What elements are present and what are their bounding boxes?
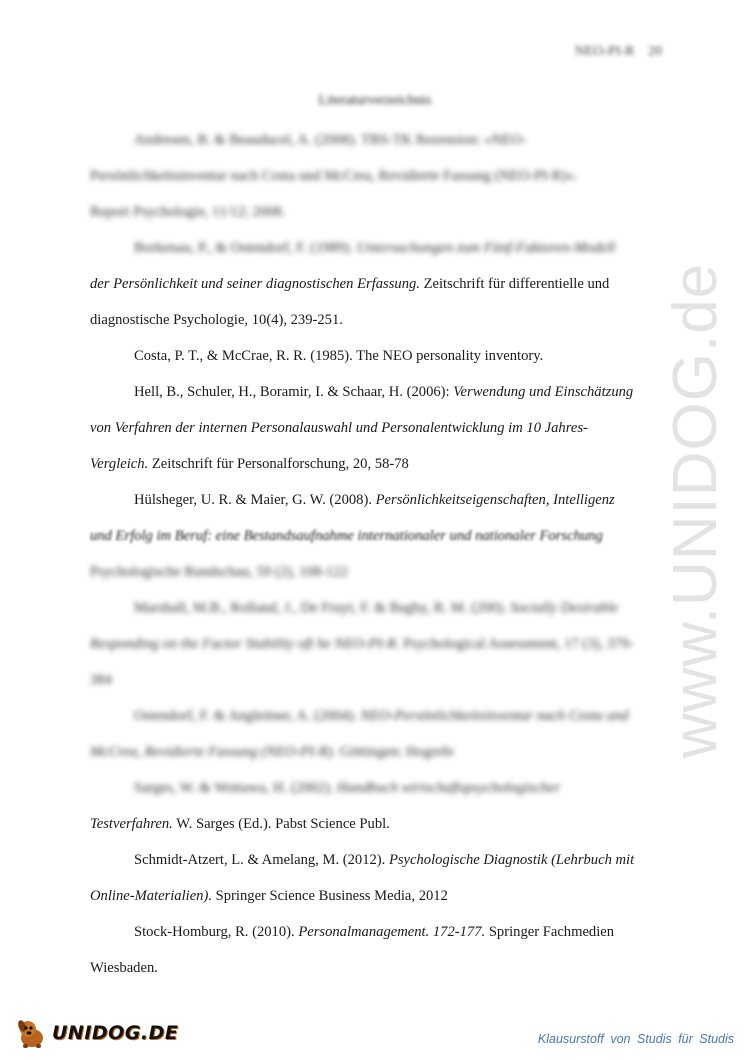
italic-text: Handbuch wirtschaftspsychologischer: [337, 780, 561, 796]
reference-text: Springer Science Business Media, 2012: [212, 888, 448, 904]
reference-text: Springer Fachmedien: [485, 924, 615, 940]
reference-text: Persönlichkeitsinventar nach Costa und McCrea, Revidierte Fassung (NEO-PI-R)«.: [90, 168, 578, 184]
italic-text: Persönlichkeitseigenschaften, Intelligenz: [375, 492, 615, 508]
reference-line: [90, 596, 665, 632]
reference-line: [90, 488, 665, 524]
italic-text: Socially Desirable: [510, 600, 619, 616]
reference-line: [90, 776, 665, 812]
reference-line: [90, 740, 665, 776]
italic-text: Untersuchungen zum Fünf-Faktoren-Modell: [356, 240, 616, 256]
reference-line: [90, 920, 665, 956]
reference-line: [90, 236, 665, 272]
reference-line: [90, 452, 665, 488]
reference-text: Zeitschrift für differentielle und: [419, 276, 610, 292]
logo-text: UNIDOG.DE: [52, 1022, 179, 1044]
reference-line: [90, 848, 665, 884]
reference-line: [90, 524, 665, 560]
reference-line: [90, 344, 665, 380]
reference-text: Göttingen: Hogrefe: [336, 744, 454, 760]
reference-list: [90, 128, 665, 992]
reference-text: Marshall, M.B., Rolland, J., De Fruyt, F. & Bagby, R. M. (200).: [134, 600, 511, 616]
reference-line: [90, 560, 665, 596]
italic-text: NEO-Persönlichkeitsinventar nach Costa und: [360, 708, 629, 724]
reference-text: Costa, P. T., & McCrae, R. R. (1985). The NEO personality inventory.: [134, 348, 544, 364]
reference-line: [90, 200, 665, 236]
italic-text: Responding on the Factor Stability oft he NEO-PI-R.: [90, 636, 400, 652]
reference-line: [90, 416, 665, 452]
reference-line: [90, 704, 665, 740]
italic-text: von Verfahren der internen Personalauswahl und Personalentwicklung im 10 Jahres-: [90, 420, 588, 436]
reference-text: Psychological Assessment, 17 (3), 379-: [399, 636, 634, 652]
reference-text: Wiesbaden.: [90, 960, 158, 976]
reference-text: Hell, B., Schuler, H., Boramir, I. & Schaar, H. (2006):: [134, 384, 454, 400]
reference-text: Report Psychologie, 11/12; 2008.: [90, 204, 286, 220]
italic-text: McCrea, Revidierte Fassung (NEO-PI-R).: [90, 744, 337, 760]
reference-line: [90, 668, 665, 704]
dog-mascot-icon: [14, 1016, 50, 1050]
reference-line: [90, 812, 665, 848]
reference-text: Hülsheger, U. R. & Maier, G. W. (2008).: [134, 492, 376, 508]
reference-line: [90, 308, 665, 344]
italic-text: Verwendung und Einschätzung: [453, 384, 634, 400]
italic-text: der Persönlichkeit und seiner diagnostischen Erfassung.: [90, 276, 420, 292]
watermark: [636, 262, 750, 758]
italic-text: Testverfahren.: [90, 816, 173, 832]
section-title: Literaturverzeichnis: [318, 93, 432, 108]
reference-text: W. Sarges (Ed.). Pabst Science Publ.: [172, 816, 390, 832]
footer-logo[interactable]: [14, 1016, 178, 1050]
italic-text: Psychologische Diagnostik (Lehrbuch mit: [388, 852, 635, 868]
reference-line: [90, 272, 665, 308]
reference-line: [90, 884, 665, 920]
reference-text: Ostendorf, F. & Angleitner, A. (2004).: [134, 708, 361, 724]
italic-text: Online-Materialien).: [90, 888, 212, 904]
watermark-text: www.UNIDOG.de: [661, 262, 731, 758]
italic-text: Vergleich.: [90, 456, 149, 472]
footer-tagline: Klausurstoff von Studis für Studis: [537, 1032, 734, 1046]
reference-line: [90, 380, 665, 416]
italic-text: und Erfolg im Beruf: eine Bestandsaufnahme internationaler und nationaler Forschung: [90, 528, 603, 544]
reference-text: Schmidt-Atzert, L. & Amelang, M. (2012).: [134, 852, 389, 868]
reference-text: diagnostische Psychologie, 10(4), 239-251.: [90, 312, 343, 328]
reference-text: Andresen, B. & Beauducel, A. (2008). TBS-TK Rezension: »NEO-: [134, 132, 527, 148]
header-title: NEO-PI-R: [574, 44, 635, 59]
italic-text: Personalmanagement. 172-177.: [298, 924, 486, 940]
reference-text: 384: [90, 672, 112, 688]
reference-line: [90, 956, 665, 992]
reference-text: Zeitschrift für Personalforschung, 20, 58-78: [148, 456, 409, 472]
reference-line: [90, 128, 665, 164]
reference-text: Borkenau, P., & Ostendorf, F. (1989).: [134, 240, 357, 256]
reference-line: [90, 164, 665, 200]
page-number: 20: [648, 44, 662, 59]
reference-text: Psychologische Rundschau, 59 (2), 108-122: [90, 564, 348, 580]
reference-text: Stock-Homburg, R. (2010).: [134, 924, 299, 940]
reference-line: [90, 632, 665, 668]
reference-text: Sarges, W. & Wottawa, H. (2002).: [134, 780, 337, 796]
running-header: [575, 44, 662, 60]
